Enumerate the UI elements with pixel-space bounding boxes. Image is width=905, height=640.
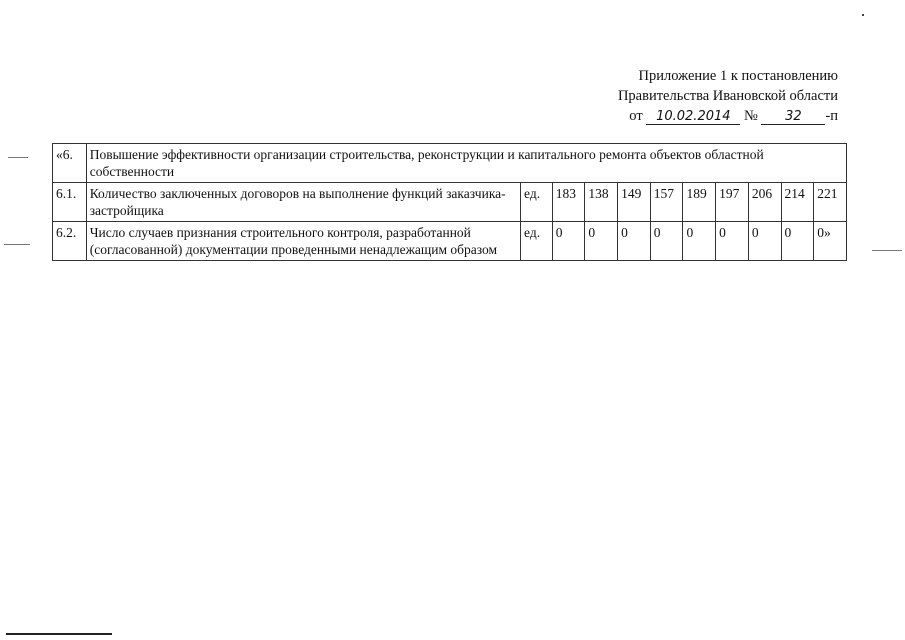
handwritten-date: 10.02.2014: [646, 110, 740, 125]
section-title: Повышение эффективности организации строительства, реконструкции и капитального ремонта объектов областной собственности: [86, 144, 846, 183]
row-indicator-text: Количество заключенных договоров на выполнение функций заказчика-застройщика: [86, 183, 520, 222]
appendix-header: [618, 66, 838, 126]
scan-mark-left-top: [8, 157, 28, 158]
appendix-date-number-line: [618, 106, 838, 126]
row-indicator-text: Число случаев признания строительного контроля, разработанной (согласованной) документации проведенными ненадлежащим образом: [86, 222, 520, 261]
table-row: [53, 222, 847, 261]
row-value: 189: [683, 183, 716, 222]
row-value: 0»: [814, 222, 847, 261]
row-value: 0: [683, 222, 716, 261]
row-value: 183: [552, 183, 585, 222]
scan-mark-left-mid: [4, 244, 30, 245]
row-unit: ед.: [521, 183, 553, 222]
row-value: 0: [552, 222, 585, 261]
handwritten-number: 32: [761, 110, 825, 125]
scan-mark-corner: [862, 14, 864, 16]
row-unit: ед.: [521, 222, 553, 261]
row-value: 0: [716, 222, 749, 261]
row-value: 197: [716, 183, 749, 222]
row-value: 221: [814, 183, 847, 222]
row-value: 0: [585, 222, 618, 261]
row-value: 0: [781, 222, 814, 261]
row-value: 149: [618, 183, 651, 222]
section-number: «6.: [53, 144, 87, 183]
indicators-table: [52, 143, 847, 261]
number-suffix: -п: [825, 108, 838, 124]
appendix-authority: Правительства Ивановской области: [617, 88, 838, 104]
number-prefix: №: [743, 108, 758, 124]
scan-mark-right: [872, 250, 902, 251]
section-row: [53, 144, 847, 183]
table-row: [53, 183, 847, 222]
row-number: 6.1.: [53, 183, 87, 222]
appendix-title: Приложение 1 к постановлению: [638, 68, 838, 84]
row-value: 157: [650, 183, 683, 222]
scan-mark-bottom: [6, 633, 112, 635]
date-prefix: от: [629, 108, 643, 124]
row-value: 138: [585, 183, 618, 222]
row-value: 0: [618, 222, 651, 261]
row-value: 206: [748, 183, 781, 222]
row-value: 214: [781, 183, 814, 222]
row-number: 6.2.: [53, 222, 87, 261]
row-value: 0: [650, 222, 683, 261]
row-value: 0: [748, 222, 781, 261]
